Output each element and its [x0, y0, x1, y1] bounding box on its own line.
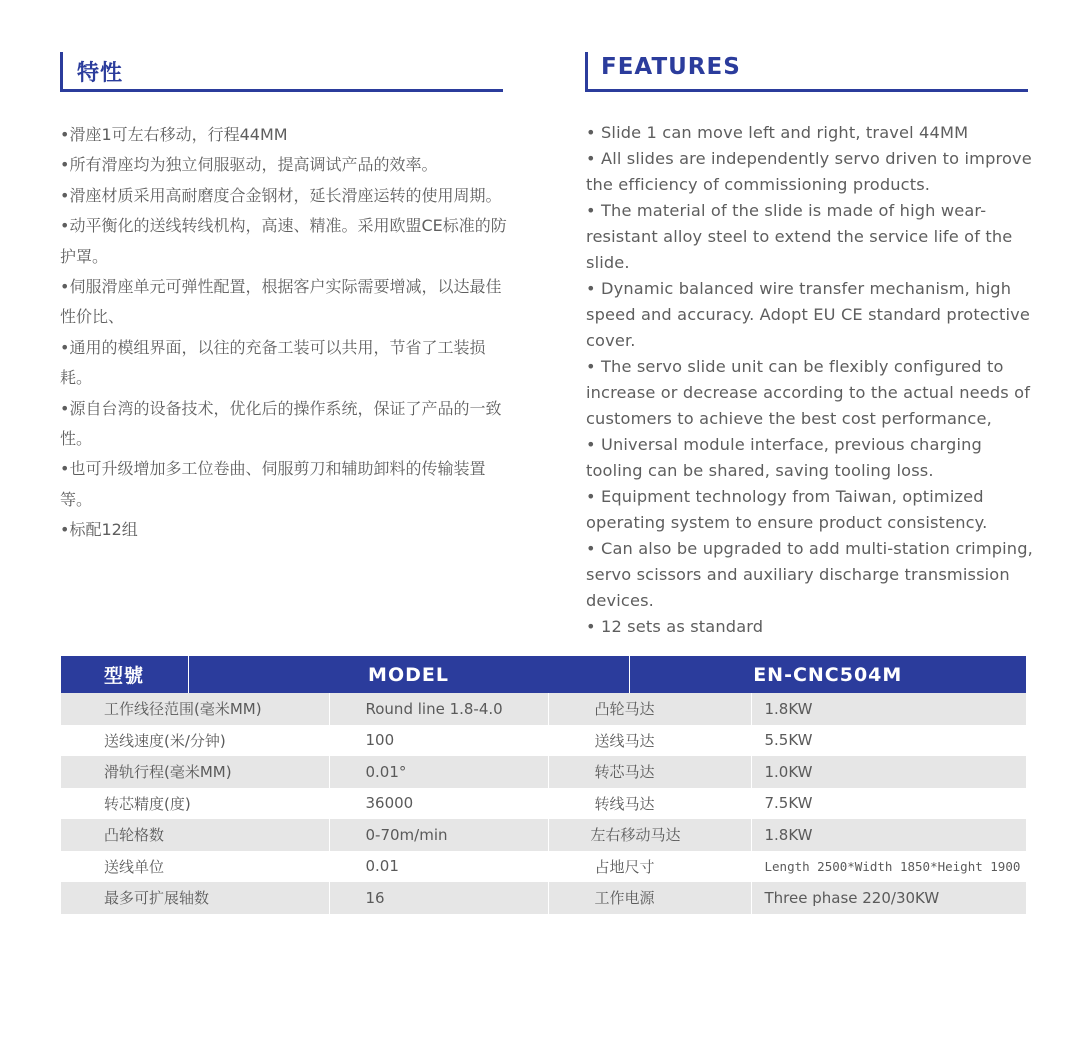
table-cell: 工作线径范围(毫米MM) [61, 693, 329, 725]
table-cell: 36000 [329, 788, 548, 820]
spec-table-body [61, 693, 1026, 914]
table-cell: 100 [329, 725, 548, 757]
table-cell: 送线马达 [548, 725, 751, 757]
chinese-heading: 特性 [77, 61, 124, 86]
list-item: •源自台湾的设备技术，优化后的操作系统，保证了产品的一致性。 [60, 398, 502, 449]
table-cell: 左右移动马达 [548, 819, 751, 851]
table-cell: 1.8KW [751, 819, 1026, 851]
chinese-feature-list [60, 120, 510, 546]
list-item: • All slides are independently servo driven to improve the efficiency of commissioning products. [586, 149, 1032, 194]
table-row [61, 756, 1026, 788]
table-cell: 占地尺寸 [548, 851, 751, 883]
table-cell: 1.0KW [751, 756, 1026, 788]
table-cell: 1.8KW [751, 693, 1026, 725]
table-row [61, 725, 1026, 757]
list-item: •动平衡化的送线转线机构，高速、精准。采用欧盟CE标准的防护罩。 [60, 216, 507, 266]
table-row [61, 819, 1026, 851]
table-cell: 凸轮马达 [548, 693, 751, 725]
chinese-section-header [60, 52, 503, 92]
model-value: EN-CNC504M [629, 656, 1026, 693]
list-item: • Can also be upgraded to add multi-station crimping, servo scissors and auxiliary discharge transmission devices. [586, 539, 1033, 610]
table-cell: 转芯精度(度) [61, 788, 329, 820]
table-cell: 送线速度(米/分钟) [61, 725, 329, 757]
list-item: •标配12组 [60, 520, 138, 540]
model-cn-label: 型號 [61, 656, 188, 693]
table-row [61, 882, 1026, 914]
list-item: • Universal module interface, previous charging tooling can be shared, saving tooling loss. [586, 435, 982, 480]
list-item: • The material of the slide is made of high wear-resistant alloy steel to extend the service life of the slide. [586, 201, 1013, 272]
list-item: •滑座材质采用高耐磨度合金钢材，延长滑座运转的使用周期。 [60, 185, 502, 205]
table-cell: 5.5KW [764, 731, 813, 750]
model-en-label: MODEL [188, 656, 629, 693]
list-item: •也可升级增加多工位卷曲、伺服剪刀和辅助卸料的传输装置等。 [60, 459, 486, 509]
table-cell: 送线单位 [61, 851, 329, 883]
list-item: • Slide 1 can move left and right, travel 44MM [586, 123, 969, 142]
list-item: • Dynamic balanced wire transfer mechanism, high speed and accuracy. Adopt EU CE standard protective cover. [586, 279, 1030, 350]
table-cell: 0-70m/min [329, 819, 548, 851]
table-cell: Length 2500*Width 1850*Height 1900 [764, 858, 1021, 874]
table-row [61, 693, 1026, 725]
table-cell: 16 [329, 882, 548, 914]
table-cell: 0.01 [329, 851, 548, 883]
table-cell: 0.01° [329, 756, 548, 788]
table-cell: 工作电源 [548, 882, 751, 914]
list-item: • Equipment technology from Taiwan, optimized operating system to ensure product consistency. [586, 487, 988, 532]
spec-table [61, 656, 1026, 693]
table-cell: 7.5KW [764, 794, 813, 813]
list-item: • 12 sets as standard [586, 617, 764, 636]
list-item: •所有滑座均为独立伺服驱动，提高调试产品的效率。 [60, 155, 438, 175]
table-cell: 最多可扩展轴数 [61, 882, 329, 914]
list-item: •伺服滑座单元可弹性配置，根据客户实际需要增减，以达最佳性价比、 [60, 277, 502, 327]
english-heading: FEATURES [601, 54, 741, 80]
list-item: • The servo slide unit can be flexibly configured to increase or decrease according to the actual needs of customers to achieve the best cost performance, [586, 357, 1031, 428]
table-cell: 转芯马达 [548, 756, 751, 788]
table-cell: 转线马达 [548, 788, 751, 820]
english-section-header [585, 52, 1028, 92]
table-cell: Three phase 220/30KW [751, 882, 1026, 914]
spec-table-header [61, 656, 1026, 693]
table-cell: Round line 1.8-4.0 [329, 693, 548, 725]
table-row [61, 788, 1026, 820]
table-row [61, 851, 1026, 883]
table-cell: 凸轮格数 [61, 819, 329, 851]
table-cell: 滑轨行程(毫米MM) [61, 756, 329, 788]
list-item: •通用的模组界面，以往的充备工装可以共用，节省了工装损耗。 [60, 337, 486, 388]
list-item: •滑座1可左右移动，行程44MM [60, 125, 288, 144]
english-feature-list [586, 120, 1036, 640]
